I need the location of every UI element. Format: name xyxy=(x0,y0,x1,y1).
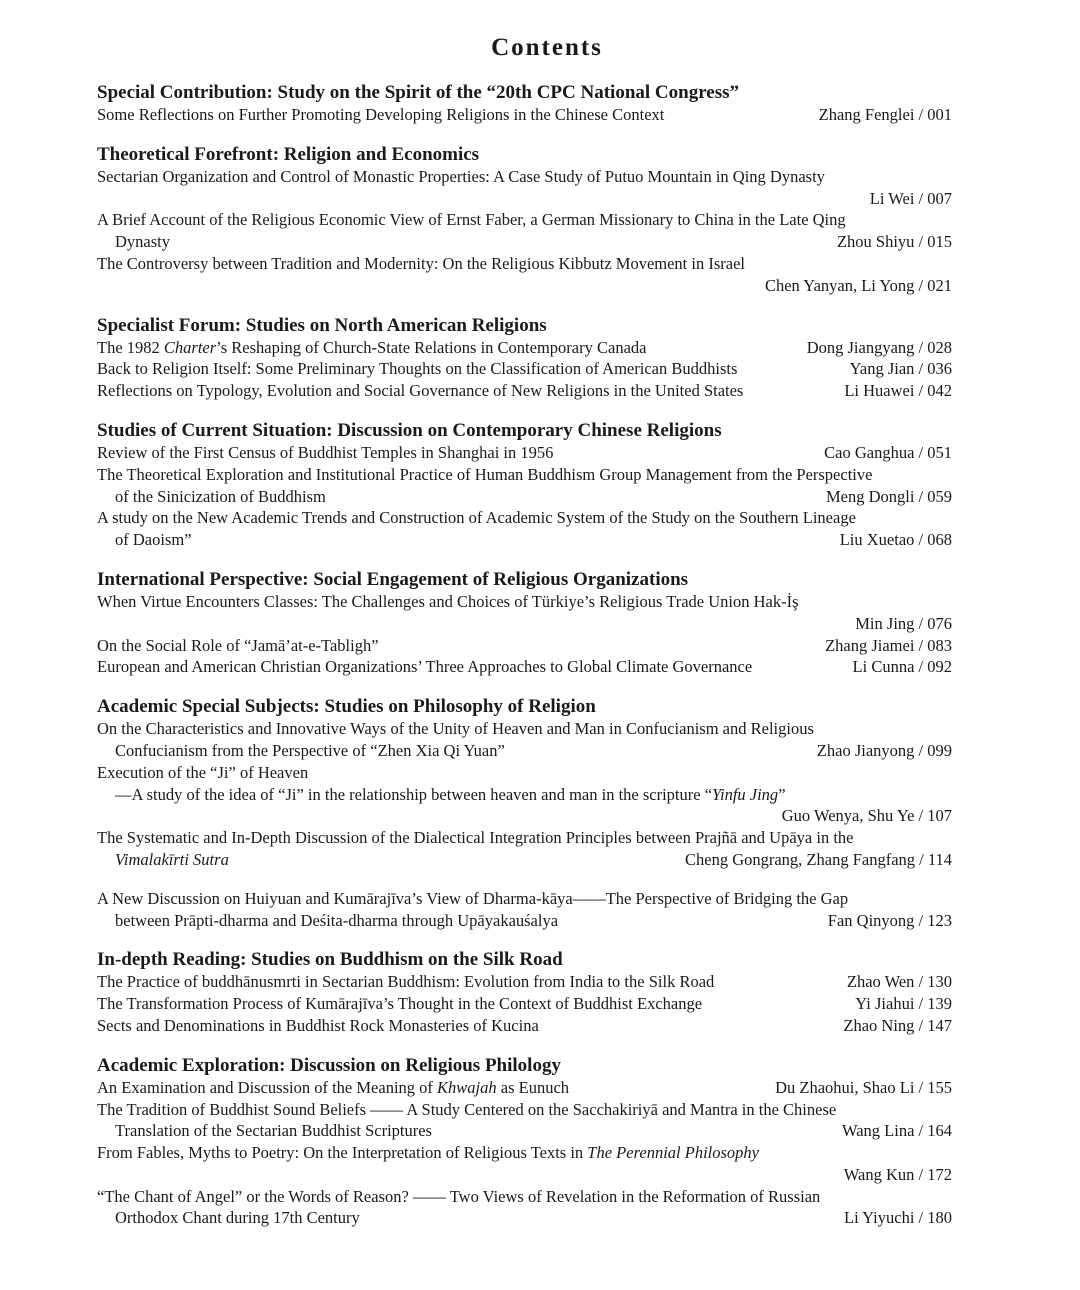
toc-entry[interactable] xyxy=(97,1186,952,1230)
toc-entry[interactable] xyxy=(97,442,952,464)
title-text-part: An Examination and Discussion of the Meaning of xyxy=(97,1077,438,1097)
article-title[interactable]: Sectarian Organization and Control of Monastic Properties: A Case Study of Putuo Mountain in Qing Dynasty xyxy=(97,166,825,186)
author-page: Yi Jiahui / 139 xyxy=(855,994,952,1014)
entry-line xyxy=(97,464,952,486)
title-text-part: The 1982 xyxy=(97,337,164,357)
article-title[interactable]: Confucianism from the Perspective of “Zhen Xia Qi Yuan” xyxy=(115,740,505,760)
italic-title-text: The Perennial Philosophy xyxy=(587,1143,759,1163)
entry-line xyxy=(97,971,952,993)
toc-entry[interactable] xyxy=(97,656,952,678)
author-page: Zhao Wen / 130 xyxy=(846,972,952,992)
article-title[interactable] xyxy=(97,337,646,359)
title-text-part: ” xyxy=(778,784,786,804)
article-title[interactable]: Execution of the “Ji” of Heaven xyxy=(97,762,309,782)
article-title[interactable]: Review of the First Census of Buddhist Temples in Shanghai in 1956 xyxy=(97,442,554,462)
toc-entry[interactable] xyxy=(97,507,952,551)
toc-entry[interactable] xyxy=(97,971,952,993)
author-page: Cao Ganghua / 051 xyxy=(824,442,952,462)
section-heading: Specialist Forum: Studies on North American Religions xyxy=(97,314,547,336)
article-title[interactable]: A New Discussion on Huiyuan and Kumārajīva’s View of Dharma-kāya——The Perspective of Bridging the Gap xyxy=(97,888,849,908)
toc-section xyxy=(97,569,952,678)
entry-line xyxy=(97,1207,952,1229)
article-title[interactable]: The Transformation Process of Kumārajīva’s Thought in the Context of Buddhist Exchange xyxy=(97,994,703,1014)
author-page: Min Jing / 076 xyxy=(855,613,952,633)
article-title[interactable]: Translation of the Sectarian Buddhist Scriptures xyxy=(115,1121,432,1141)
section-heading: In-depth Reading: Studies on Buddhism on the Silk Road xyxy=(97,949,563,971)
author-page: Li Huawei / 042 xyxy=(844,381,952,401)
entry-line xyxy=(97,209,952,231)
article-title[interactable]: Some Reflections on Further Promoting Developing Religions in the Chinese Context xyxy=(97,105,665,124)
entry-line xyxy=(97,591,952,613)
title-text-part: as Eunuch xyxy=(496,1077,570,1097)
entry-line xyxy=(97,1120,952,1142)
italic-title-text: Charter xyxy=(163,337,217,357)
author-page: Cheng Gongrang, Zhang Fangfang / 114 xyxy=(684,849,952,869)
article-title[interactable] xyxy=(115,784,786,806)
toc-entry[interactable] xyxy=(97,104,952,126)
section-heading: Theoretical Forefront: Religion and Economics xyxy=(97,143,480,165)
article-title[interactable]: between Prāpti-dharma and Deśita-dharma through Upāyakauśalya xyxy=(115,910,559,930)
section-heading: Special Contribution: Study on the Spirit of the “20th CPC National Congress” xyxy=(97,82,740,103)
author-page: Wang Kun / 172 xyxy=(843,1164,952,1184)
article-title[interactable]: The Practice of buddhānusmrti in Sectarian Buddhism: Evolution from India to the Silk Road xyxy=(97,972,715,992)
italic-title-text: Yinfu Jing xyxy=(712,784,779,804)
toc-entry[interactable] xyxy=(97,358,952,380)
toc-section xyxy=(97,144,952,297)
entry-line xyxy=(97,380,952,402)
toc-entry[interactable] xyxy=(97,380,952,402)
article-title[interactable]: The Controversy between Tradition and Modernity: On the Religious Kibbutz Movement in Israel xyxy=(97,253,745,273)
entry-line xyxy=(97,1015,952,1037)
entry-line xyxy=(97,507,952,529)
entry-line xyxy=(97,656,952,678)
title-text-part: —A study of the idea of “Ji” in the relationship between heaven and man in the scripture “ xyxy=(115,784,713,804)
toc-entry[interactable] xyxy=(97,253,952,297)
author-page: Chen Yanyan, Li Yong / 021 xyxy=(764,275,952,295)
author-page: Meng Dongli / 059 xyxy=(825,486,952,506)
toc-entry[interactable] xyxy=(97,762,952,827)
article-title[interactable]: A study on the New Academic Trends and Construction of Academic System of the Study on the Southern Lineage xyxy=(97,508,856,528)
toc-section xyxy=(97,1055,952,1230)
entry-line xyxy=(97,993,952,1015)
section-heading: Academic Special Subjects: Studies on Philosophy of Religion xyxy=(97,696,596,718)
entry-line xyxy=(97,1077,952,1099)
entry-line xyxy=(97,1186,952,1208)
author-page: Fan Qinyong / 123 xyxy=(827,910,952,930)
author-page: Zhang Fenglei / 001 xyxy=(818,105,952,124)
author-page: Li Wei / 007 xyxy=(869,188,952,208)
article-title[interactable]: of the Sinicization of Buddhism xyxy=(115,486,326,506)
article-title[interactable] xyxy=(97,1142,759,1164)
toc-entry[interactable] xyxy=(97,1099,952,1143)
entry-line xyxy=(97,442,952,464)
toc-section xyxy=(97,949,952,1036)
entry-line xyxy=(97,231,952,253)
entry-line xyxy=(97,529,952,551)
author-page: Zhao Jianyong / 099 xyxy=(816,740,952,760)
article-title[interactable]: Orthodox Chant during 17th Century xyxy=(115,1208,360,1228)
article-title[interactable]: Reflections on Typology, Evolution and Social Governance of New Religions in the United States xyxy=(97,381,744,401)
toc-entry[interactable] xyxy=(97,993,952,1015)
article-title[interactable]: Dynasty xyxy=(115,232,170,252)
author-page: Li Yiyuchi / 180 xyxy=(843,1208,952,1228)
entry-line xyxy=(97,358,952,380)
entry-line xyxy=(97,166,952,188)
section-heading: International Perspective: Social Engagement of Religious Organizations xyxy=(97,568,689,590)
article-title[interactable]: The Theoretical Exploration and Institutional Practice of Human Buddhism Group Management from the Perspective xyxy=(97,464,873,484)
entry-line xyxy=(97,486,952,508)
entry-line xyxy=(97,849,952,871)
author-page: Yang Jian / 036 xyxy=(849,359,952,379)
toc-section xyxy=(97,696,952,931)
section-heading: Studies of Current Situation: Discussion on Contemporary Chinese Religions xyxy=(97,419,722,441)
article-title[interactable]: On the Social Role of “Jamā’at-e-Tabligh” xyxy=(97,635,379,655)
article-title[interactable]: The Tradition of Buddhist Sound Beliefs —— A Study Centered on the Sacchakiriyā and Mantra in the Chinese xyxy=(97,1099,837,1119)
author-page: Zhang Jiamei / 083 xyxy=(825,635,952,655)
toc-entry[interactable] xyxy=(97,635,952,657)
toc-section xyxy=(97,420,952,551)
entry-line xyxy=(97,635,952,657)
author-page: Du Zhaohui, Shao Li / 155 xyxy=(775,1077,952,1097)
toc-entry[interactable] xyxy=(97,1015,952,1037)
entry-line xyxy=(97,740,952,762)
page-title: Contents xyxy=(491,34,603,61)
toc-entry[interactable] xyxy=(97,464,952,508)
entry-line xyxy=(97,1099,952,1121)
toc-entry[interactable] xyxy=(97,337,952,359)
article-title[interactable] xyxy=(115,849,229,871)
toc-section xyxy=(97,82,952,126)
toc-entry[interactable] xyxy=(97,209,952,253)
entry-line xyxy=(97,910,952,932)
toc-entry[interactable] xyxy=(97,718,952,762)
author-page: Guo Wenya, Shu Ye / 107 xyxy=(781,806,952,826)
entry-line xyxy=(97,784,952,806)
title-text-part: ’s Reshaping of Church-State Relations in Contemporary Canada xyxy=(216,337,647,357)
italic-title-text: Vimalakīrti Sutra xyxy=(115,849,229,869)
entry-line xyxy=(97,827,952,849)
section-heading: Academic Exploration: Discussion on Religious Philology xyxy=(97,1054,561,1076)
entry-line xyxy=(97,1142,952,1164)
italic-title-text: Khwajah xyxy=(437,1077,497,1097)
toc-entry[interactable] xyxy=(97,166,952,210)
author-page: Dong Jiangyang / 028 xyxy=(806,337,952,357)
entry-line xyxy=(97,253,952,275)
article-title[interactable]: When Virtue Encounters Classes: The Challenges and Choices of Türkiye’s Religious Trade Union Hak-İş xyxy=(97,591,799,611)
article-title[interactable]: “The Chant of Angel” or the Words of Reason? —— Two Views of Revelation in the Reformation of Russian xyxy=(97,1186,821,1206)
article-title[interactable]: The Systematic and In-Depth Discussion of the Dialectical Integration Principles between Prajñā and Upāya in the xyxy=(97,828,854,848)
entry-line xyxy=(97,762,952,784)
toc-entry[interactable] xyxy=(97,827,952,871)
toc-section xyxy=(97,315,952,402)
article-title[interactable]: A Brief Account of the Religious Economic View of Ernst Faber, a German Missionary to China in the Late Qing xyxy=(97,210,846,230)
article-title[interactable]: Back to Religion Itself: Some Preliminary Thoughts on the Classification of American Buddhists xyxy=(97,359,738,379)
entry-line xyxy=(97,337,952,359)
article-title[interactable] xyxy=(97,1077,569,1099)
entry-line xyxy=(97,104,952,126)
author-page: Wang Lina / 164 xyxy=(841,1121,952,1141)
entry-line xyxy=(97,718,952,740)
author-page: Zhou Shiyu / 015 xyxy=(836,232,952,252)
toc-entry[interactable] xyxy=(97,1077,952,1099)
author-page: Liu Xuetao / 068 xyxy=(839,530,952,550)
article-title[interactable]: Sects and Denominations in Buddhist Rock Monasteries of Kucina xyxy=(97,1015,539,1035)
contents-list xyxy=(97,82,952,1247)
article-title[interactable]: of Daoism” xyxy=(115,530,192,550)
toc-entry[interactable] xyxy=(97,888,952,932)
toc-entry[interactable] xyxy=(97,1142,952,1186)
title-text-part: From Fables, Myths to Poetry: On the Interpretation of Religious Texts in xyxy=(97,1143,588,1163)
article-title[interactable]: On the Characteristics and Innovative Ways of the Unity of Heaven and Man in Confucianism and Religious xyxy=(97,719,814,739)
entry-line xyxy=(97,888,952,910)
author-page: Li Cunna / 092 xyxy=(852,657,952,677)
article-title[interactable]: European and American Christian Organizations’ Three Approaches to Global Climate Governance xyxy=(97,657,753,677)
author-page: Zhao Ning / 147 xyxy=(843,1015,952,1035)
toc-entry[interactable] xyxy=(97,591,952,635)
